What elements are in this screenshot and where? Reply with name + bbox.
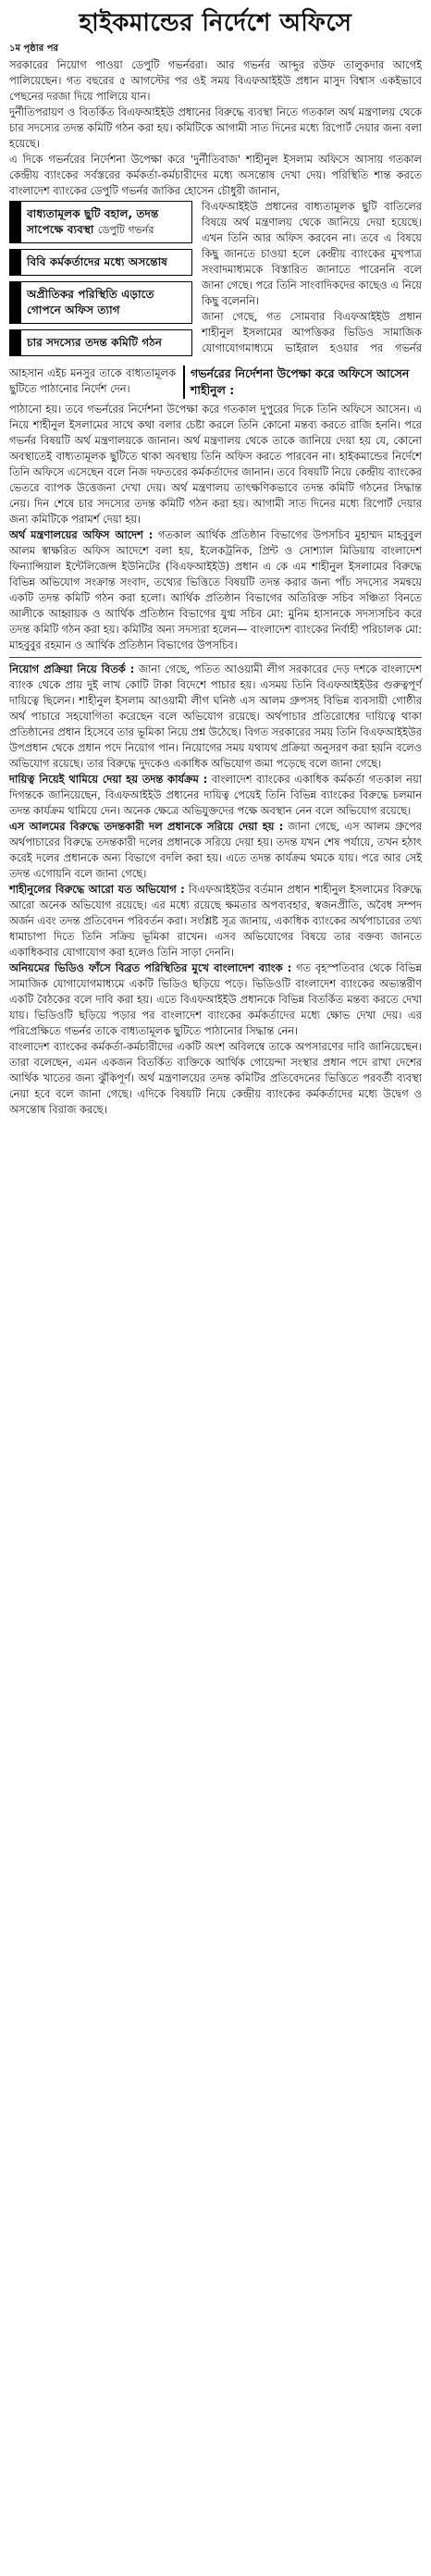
inset-body: জানা গেছে, গত সোমবার বিএফআইইউ প্রধান শাহীনুল ইসলামের আপত্তিকর ভিডিও সামাজিক যোগাযোগমাধ্যমে ভাইরাল হওয়ার পর গভর্নর আহসান এইচ মনসুর তাকে বাধ্যতামূলক ছুটিতে পাঠানোর নির্দেশ দেন। — [9, 310, 422, 395]
paragraph-3: এ দিকে গভর্নরের নির্দেশনা উপেক্ষা করে 'দুর্নীতিবাজ' শাহীনুল ইসলাম অফিসে আসায় গতকাল কেন্দ্রীয় ব্যাংকের সর্বস্তরের কর্মকর্তা-কর্মচারীদের মধ্যে অসন্তোষ দেখা দেয়। পরিস্থিতি শান্ত করতে বাংলাদেশ ব্যাংকের ডেপুটি গভর্নর জাকির হোসেন চৌধুরী জানান, — [9, 153, 422, 197]
inset-heading: গভর্নরের নির্দেশনা উপেক্ষা করে অফিসে আসেন শাহীনুল : — [183, 365, 422, 399]
section-3 — [9, 772, 422, 819]
sidebar-box — [9, 201, 192, 362]
sidebar-bar-icon — [10, 250, 21, 275]
sidebar-section — [9, 199, 422, 402]
sidebar-item-sub: ডেপুটি গভর্নর — [97, 224, 154, 236]
sidebar-item-title: বাধ্যতামূলক ছুটি বহাল, তদন্ত সাপেক্ষে ব্যবস্থা — [27, 207, 159, 236]
section-body: বাংলাদেশ ব্যাংকের একাধিক কর্মকর্তা গতকাল নয়া দিগন্তকে জানিয়েছেন, বিএফআইইউ প্রধানের দায়িত্ব পেয়েই তিনি বিভিন্ন ব্যাংকের বিরুদ্ধে চলমান তদন্ত কার্যক্রম থামিয়ে দেন। অনেক ক্ষেত্রে অভিযুক্তদের পক্ষে অবস্থান নেন বলে অভিযোগ রয়েছে। — [9, 773, 422, 817]
continued-label: ১ম পৃষ্ঠার পর — [9, 43, 58, 54]
sidebar-item-title: বিবি কর্মকর্তাদের মধ্যে অসন্তোষ — [27, 255, 167, 268]
sidebar-item-title: চার সদস্যের তদন্ত কমিটি গঠন — [27, 336, 163, 349]
section-body: জানা গেছে, এস আলম গ্রুপের অর্থপাচারের বিরুদ্ধে তদন্তকারী দলের প্রধানকে সরিয়ে দেয়া হয়। তদন্ত যখন শেষ পর্যায়ে, তখন হঠাৎ করেই দলের প্রধানকে অন্য বিভাগে বদলি করা হয়। এতে তদন্ত কার্যক্রম থমকে যায়। পরে আর সেই তদন্ত এগোয়নি বলে জানা গেছে। — [9, 820, 423, 880]
sidebar-item-title: অপ্রীতিকর পরিস্থিতি এড়াতে গোপনে অফিস ত্যাগ — [27, 288, 154, 316]
section-title: অর্থ মন্ত্রণালয়ের অফিস আদেশ : — [9, 528, 154, 541]
paragraph-5: পাঠানো হয়। তবে গভর্নরের নির্দেশনা উপেক্ষা করে গতকাল দুপুরের দিকে তিনি অফিসে আসেন। এ নিয়ে শাহীনুল ইসলামের সাথে কথা বলার চেষ্টা করলে তিনি কোনো মন্তব্য করতে রাজি হননি। পরে গভর্নর বিষয়টি অর্থ মন্ত্রণালয়কে জানান। অর্থ মন্ত্রণালয় থেকে তাকে জানিয়ে দেয়া হয় যে, কোনো অবস্থাতেই বাধ্যতামূলক ছুটিতে থাকা অবস্থায় তিনি অফিস করতে পারবেন না। হাইকমান্ডের নির্দেশে তিনি অফিসে এসেছেন বলে নিজ দফতরের কর্মকর্তাদের জানান। তবে বিষয়টি নিয়ে কেন্দ্রীয় ব্যাংকের ভেতরে ব্যাপক উত্তেজনা দেখা দেয়। অর্থ মন্ত্রণালয় তাৎক্ষণিকভাবে তদন্ত কমিটি গঠনের সিদ্ধান্ত নেয়। দিন শেষে চার সদস্যের তদন্ত কমিটি গঠন করা হয়। আগামী সাত দিনের মধ্যে রিপোর্ট দেয়ার জন্য কমিটিকে পরামর্শ দেয়া হয়। — [9, 402, 422, 526]
sidebar-item — [9, 249, 192, 276]
paragraph-4: বিএফআইইউ প্রধানের বাধ্যতামূলক ছুটি বাতিলের বিষয়ে অর্থ মন্ত্রণালয় থেকে জানিয়ে দেয়া হয়েছে। এখন তিনি আর অফিস করবেন না। তবে এ বিষয়ে কিছু জানতে চাওয়া হলে কেন্দ্রীয় ব্যাংকের মুখপাত্র সংবাদমাধ্যমকে বিস্তারিত জানাতে পারেননি বলে জানা গেছে। পরে তিনি সাংবাদিকদের কাছেও এ নিয়ে কিছু বলেননি। — [202, 200, 422, 307]
article-headline: হাইকমান্ডের নির্দেশে অফিসে — [79, 9, 352, 37]
sidebar-item — [9, 329, 192, 356]
section-body: জানা গেছে, পতিত আওয়ামী লীগ সরকারের দেড় দশকে বাংলাদেশ ব্যাংক থেকে প্রায় দুই লাখ কোটি টাকা বিদেশে পাচার হয়। এসময় তিনি বিএফআইইউর গুরুত্বপূর্ণ দায়িত্বে ছিলেন। শাহীনুল ইসলাম আওয়ামী লীগ ঘনিষ্ঠ এস আলম গ্রুপসহ বিভিন্ন ব্যবসায়ী গোষ্ঠীর অর্থ পাচারে সহযোগিতা করেছেন বলে অভিযোগ রয়েছে। অর্থপাচার প্রতিরোধের দায়িত্বে থাকা প্রতিষ্ঠানের প্রধান হিসেবে তার ভূমিকা নিয়ে প্রশ্ন উঠেছে। বিগত সরকারের সময় তিনি বিএফআইইউর উপপ্রধান থেকে প্রধান পদে নিয়োগ পান। নিয়োগের সময় যথাযথ প্রক্রিয়া অনুসরণ করা হয়নি বলেও অভিযোগ রয়েছে। তার বিরুদ্ধে দুদকেও একাধিক অভিযোগ জমা পড়েছে বলে জানা গেছে। — [9, 663, 423, 770]
section-title: এস আলমের বিরুদ্ধে তদন্তকারী দল প্রধানকে সরিয়ে দেয়া হয় : — [9, 820, 284, 833]
paragraph-1: সরকারের নিয়োগ পাওয়া ডেপুটি গভর্নররা। আর গভর্নর আব্দুর রউফ তালুকদার আগেই পালিয়েছেন। গত বছরের ৫ আগস্টের পর ওই সময় বিএফআইইউ প্রধান মাসুদ বিশ্বাস একইভাবে পেছনের দরজা দিয়ে পালিয়ে যান। — [9, 58, 422, 103]
section-4 — [9, 819, 422, 882]
sidebar-bar-icon — [10, 330, 21, 355]
section-title: অনিয়মের ভিডিও ফাঁসে বিব্রত পরিস্থিতির মুখে বাংলাদেশ ব্যাংক : — [9, 961, 292, 974]
section-body: গত বৃহস্পতিবার থেকে বিভিন্ন সামাজিক যোগাযোগমাধ্যমে একটি ভিডিও ছড়িয়ে পড়ে। ভিডিওটি বাংলাদেশ ব্যাংকের অভ্যন্তরীণ একটি বৈঠকের বলে দাবি করা হয়। এতে বিএফআইইউ প্রধানকে বিভিন্ন বিতর্কিত মন্তব্য করতে দেখা যায়। ভিডিওটি ছড়িয়ে পড়ার পর বাংলাদেশ ব্যাংকের কর্মকর্তাদের মধ্যে ক্ষোভ দেখা দেয়। এর পরিপ্রেক্ষিতে গভর্নর তাকে বাধ্যতামূলক ছুটিতে পাঠানোর সিদ্ধান্ত নেন। — [9, 961, 422, 1037]
sidebar-item — [9, 281, 192, 324]
sidebar-item — [9, 201, 192, 243]
sidebar-bar-icon — [10, 202, 21, 242]
section-body: বিএফআইইউর বর্তমান প্রধান শাহীনুল ইসলামের বিরুদ্ধে আরো অনেক অভিযোগ রয়েছে। এর মধ্যে রয়েছে ক্ষমতার অপব্যবহার, স্বজনপ্রীতি, অবৈধ সম্পদ অর্জন এবং তদন্ত প্রতিবেদন পরিবর্তন করা। সংশ্লিষ্ট সূত্র জানায়, একাধিক ব্যাংকের অর্থপাচারের তথ্য ধামাচাপা দিতে তিনি সক্রিয় ভূমিকা রাখেন। এসব অভিযোগের বিষয়ে তার বক্তব্য জানতে একাধিকবার যোগাযোগ করা হলেও তিনি সাড়া দেননি। — [9, 883, 423, 959]
sidebar-bar-icon — [10, 282, 21, 323]
paragraph-2: দুর্নীতিপরায়ণ ও বিতর্কিত বিএফআইইউ প্রধানের বিরুদ্ধে ব্যবস্থা নিতে গতকাল অর্থ মন্ত্রণালয় থেকে চার সদস্যের তদন্ত কমিটি গঠন করা হয়। কমিটিকে আগামী সাত দিনের মধ্যে রিপোর্ট দেয়ার জন্য বলা হয়েছে। — [9, 105, 422, 150]
section-2 — [9, 662, 422, 772]
closing-paragraph: বাংলাদেশ ব্যাংকের কর্মকর্তা-কর্মচারীদের একটি অংশ অবিলম্বে তাকে অপসারণের দাবি জানিয়েছেন। তারা বলেছেন, এমন একজন বিতর্কিত ব্যক্তিকে আর্থিক গোয়েন্দা সংস্থার প্রধান পদে রাখা দেশের আর্থিক খাতের জন্য ঝুঁকিপূর্ণ। অর্থ মন্ত্রণালয়ের তদন্ত কমিটির প্রতিবেদনের ভিত্তিতে পরবর্তী ব্যবস্থা নেয়া হবে বলে জানা গেছে। এদিকে বিষয়টি নিয়ে কেন্দ্রীয় ব্যাংকের কর্মকর্তাদের মধ্যে উদ্বেগ ও অসন্তোষ বিরাজ করছে। — [9, 1040, 422, 1116]
divider — [9, 657, 422, 658]
section-1 — [9, 527, 422, 653]
section-title: নিয়োগ প্রক্রিয়া নিয়ে বিতর্ক : — [9, 663, 135, 675]
section-5 — [9, 882, 422, 960]
section-title: দায়িত্ব নিয়েই থামিয়ে দেয়া হয় তদন্ত কার্যক্রম : — [9, 773, 208, 786]
section-body: গতকাল আর্থিক প্রতিষ্ঠান বিভাগের উপসচিব মুহাম্মদ মাহবুবুল আলম স্বাক্ষরিত অফিস আদেশে বলা হয়, ইলেকট্রনিক, প্রিন্ট ও সোশ্যাল মিডিয়ায় বাংলাদেশ ফিন্যান্সিয়াল ইন্টেলিজেন্স ইউনিটের (বিএফআইইউ) প্রধান এ কে এম শাহীনুল ইসলামের বিরুদ্ধে বিভিন্ন অভিযোগ সংক্রান্ত সংবাদ, তথ্যের ভিত্তিতে বিষয়টি তদন্ত করার জন্য পাঁচ সদস্যের সমন্বয়ে একটি তদন্ত কমিটি গঠন করা হলো। আর্থিক প্রতিষ্ঠান বিভাগের অতিরিক্ত সচিব সঞ্চিতা বিনতে আলীকে আহ্বায়ক ও আর্থিক প্রতিষ্ঠান বিভাগের যুগ্ম সচিব মো: মুনিম হাসানকে সদস্যসচিব করে তদন্ত কমিটি গঠন করা হয়। কমিটির অন্য সদস্যরা হলেন— বাংলাদেশ ব্যাংকের নির্বাহী পরিচালক মো: মাহবুবুর রহমান ও আর্থিক প্রতিষ্ঠান বিভাগের উপসচিব। — [9, 528, 423, 651]
section-title: শাহীনুলের বিরুদ্ধে আরো যত অভিযোগ : — [9, 883, 185, 896]
section-6 — [9, 960, 422, 1039]
